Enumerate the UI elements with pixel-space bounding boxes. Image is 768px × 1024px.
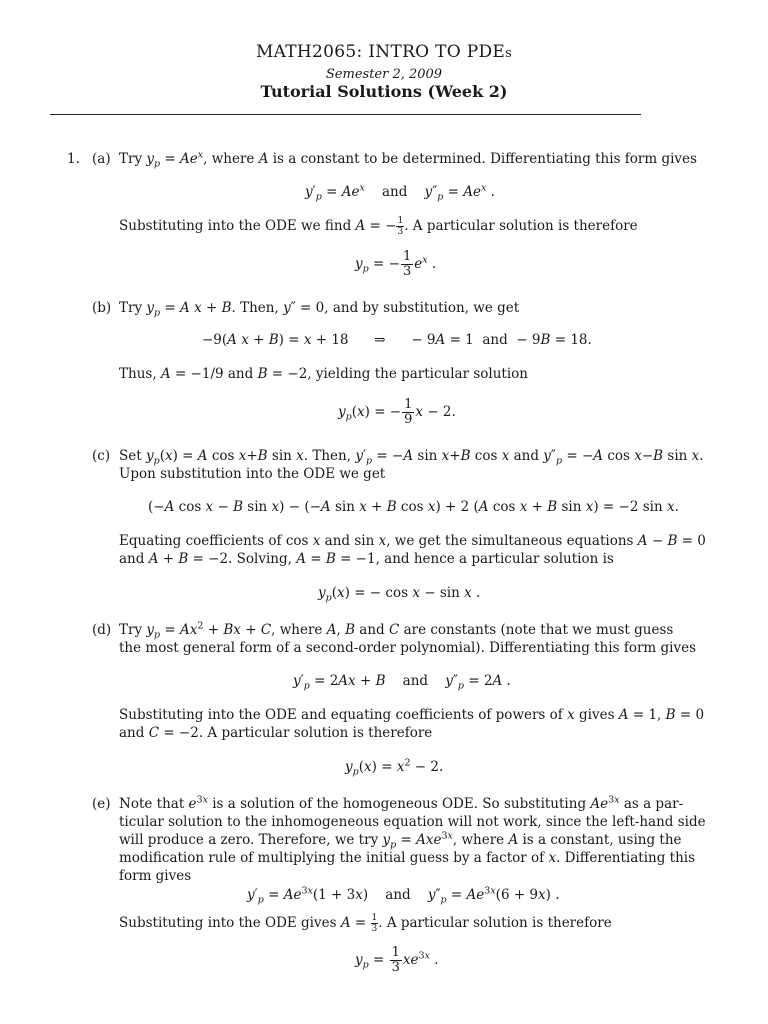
part-e-line2: ticular solution to the inhomogeneous equation will not work, since the left-hand side	[119, 814, 706, 830]
part-b-line2: Thus, A = −1/9 and B = −2, yielding the particular solution	[119, 366, 528, 382]
part-c-label: (c)	[92, 448, 111, 464]
part-d-intro1: Try $y_p = Ax^2 + Bx + C$, where A, B and C are constants (note that we must guess	[119, 620, 674, 641]
part-d-label: (d)	[92, 622, 112, 638]
part-d-line2: Substituting into the ODE and equating coefficients of powers of x gives A = 1, B = 0	[119, 707, 705, 723]
part-e-line1: Note that $e^{3x}$ is a solution of the homogeneous ODE. So substituting $Ae^{3x}$ as a par-	[119, 794, 684, 812]
course-title: MATH2065: INTRO TO PDEs	[255, 42, 513, 62]
part-c-intro2: Upon substitution into the ODE we get	[119, 466, 386, 482]
part-e-line6: Substituting into the ODE gives A = $\frac{1}{3}$ . A particular solution is therefore	[119, 913, 612, 934]
part-b-intro: Try $y_p = A$ x + B. Then, y″ = 0, and by substitution, we get	[119, 300, 520, 319]
page-title: Tutorial Solutions (Week 2)	[260, 82, 508, 101]
part-a-label: (a)	[92, 151, 111, 167]
part-c-intro1: Set $y_p(x) = A$ cos x+B sin x. Then, $y'_p = -A$ sin x+B cos x and $y''_p = -A$ cos x−B sin x.	[119, 448, 704, 467]
part-b-label: (b)	[92, 300, 112, 316]
part-e-label: (e)	[92, 796, 111, 812]
part-e-eq2: $y_p$ = $\frac{1}{3}$ $xe^{3x}$ .	[355, 945, 439, 975]
part-c-eq2: $y_p(x)$ = − cos x − sin x .	[318, 585, 481, 604]
part-e-line3: will produce a zero. Therefore, we try $y_p = Axe^{3x}$, where A is a constant, using the	[119, 830, 682, 851]
part-b-eq2: $y_p(x)$ = − $\frac{1}{9}$ x − 2.	[338, 397, 456, 427]
part-e-eq1: $y'_p = Ae^{3x}(1 + 3x)$ and $y''_p = Ae^{3x}(6 + 9x)$ .	[247, 885, 560, 906]
part-c-eq1: (−A cos x − B sin x) − (−A sin x + B cos x) + 2 (A cos x + B sin x) = −2 sin x.	[148, 499, 679, 515]
part-d-eq2: $y_p(x) = x^2 - 2$.	[345, 757, 444, 778]
part-d-line3: and C = −2. A particular solution is therefore	[119, 725, 433, 741]
part-e-line4: modification rule of multiplying the initial guess by a factor of x. Differentiating this	[119, 850, 696, 866]
part-a-intro: Try $y_p = Ae^x$, where A is a constant to be determined. Differentiating this form gives	[119, 149, 697, 170]
part-d-eq1: $y'_p = 2Ax + B$ and $y''_p = 2A$ .	[293, 673, 511, 692]
part-e-line5: form gives	[119, 868, 192, 884]
part-d-intro2: the most general form of a second-order polynomial). Differentiating this form gives	[119, 640, 697, 656]
part-b-eq1: −9(A x + B) = x + 18 ⇒ − 9A = 1 and − 9B = 18.	[202, 332, 592, 348]
part-a-eq2: $y_p$ = − $\frac{1}{3}$ $e^x$ .	[355, 249, 437, 279]
part-c-line2: Equating coefficients of cos x and sin x, we get the simultaneous equations A − B = 0	[119, 533, 706, 549]
part-a-eq1: $y'_p = Ae^x$ and $y''_p = Ae^x$ .	[305, 182, 495, 203]
part-a-line2: Substituting into the ODE we find A = − $\frac{1}{3}$ . A particular solution is therefore	[119, 216, 638, 237]
semester: Semester 2, 2009	[325, 67, 443, 82]
header-rule	[50, 114, 641, 115]
question-number: 1.	[67, 151, 80, 167]
part-c-line3: and A + B = −2. Solving, A = B = −1, and hence a particular solution is	[119, 551, 614, 567]
